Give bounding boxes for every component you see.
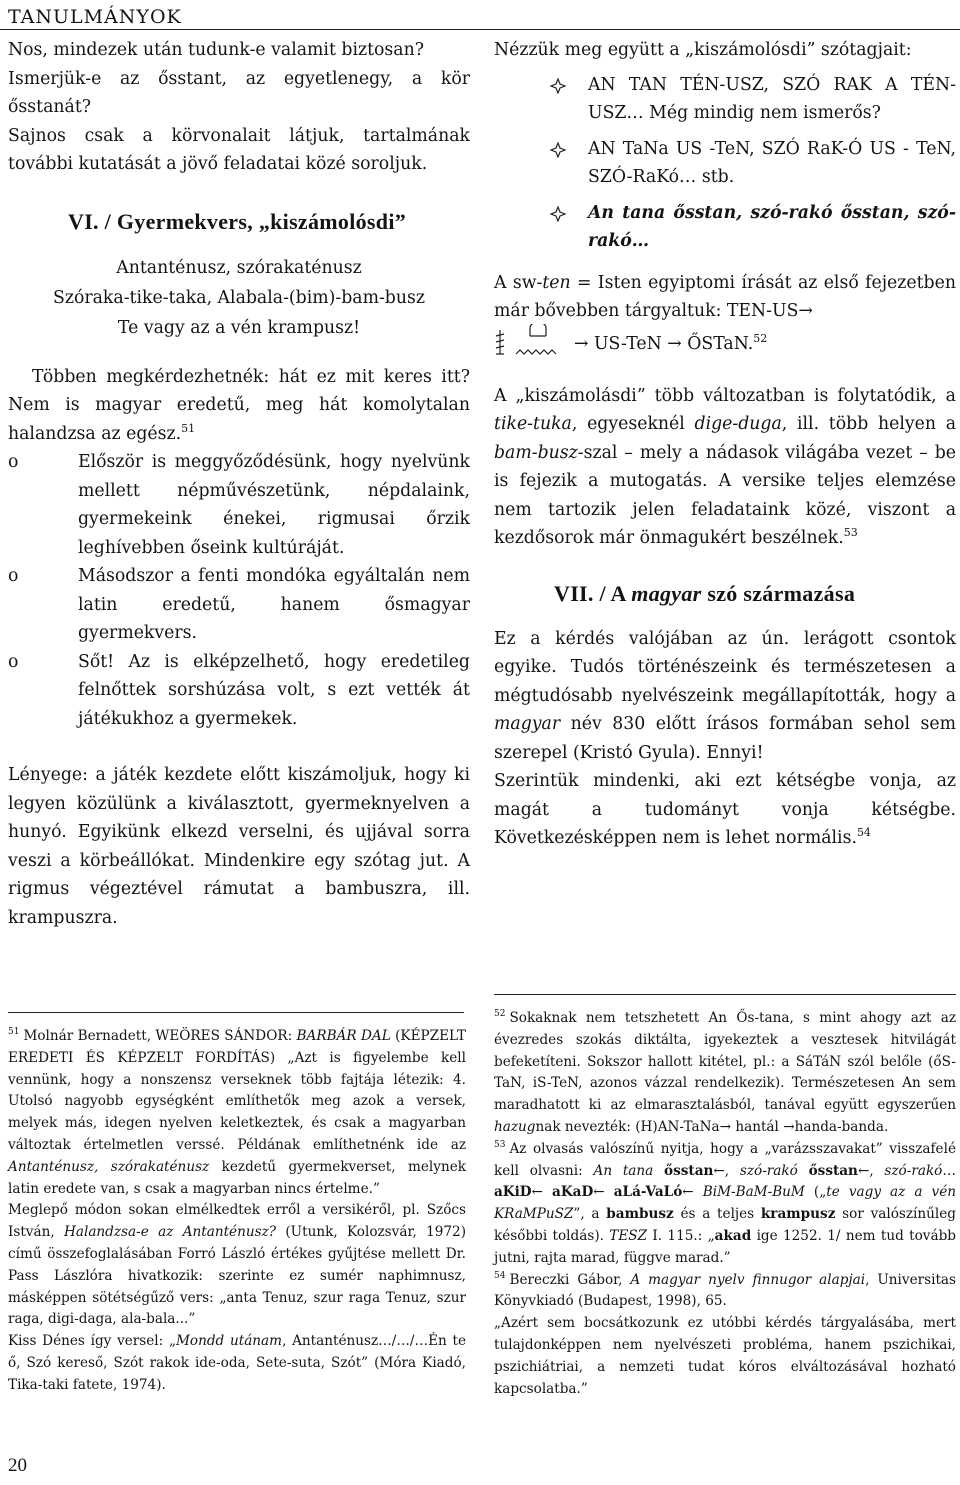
list-item [494, 199, 956, 255]
text-run: kezdetű gyermekverset, melynek latin eredete van, s csak a magyarban nincs értelme.” [8, 1158, 466, 1197]
text-run-italic: te vagy az a vén KRaMPuSZ [494, 1184, 957, 1223]
text-run: ← [682, 1184, 703, 1201]
text-run: (Utunk, Kolozsvár, 1972) című összefoglalásában Forró László értékes gyűjtése mellett Dr. Pass Lászlóra hivatkozik: szerinte ez sumér naphimnusz, másképpen sötétségűző vers: „anta Tenuz, szur raga Tenuz, szur raga, digi-daga, ala-bala...” [8, 1224, 466, 1328]
text-run: Molnár Bernadett, WEÖRES SÁNDOR: [23, 1028, 297, 1044]
text-run-italic: A magyar nyelv finnugor alapjai [630, 1271, 866, 1288]
footnote-rule-left [8, 1012, 464, 1013]
bullet-marker: o [8, 452, 19, 472]
poem-line: Szóraka-tike-taka, Alabala-(bim)-bam-busz [53, 287, 425, 308]
text-run: ige 1252. 1/ nem tud tovább jutni, rajta marad, függve marad.” [494, 1227, 956, 1266]
text-run: Meglepő módon sokan elmélkedtek erről a versikéről, pl. Szőcs István, [8, 1202, 466, 1241]
text-run: Szerintük mindenki, aki ezt kétségbe vonja, az magát a tudományt vonja kétségbe. Következésképpen nem is lehet normális. [494, 771, 956, 848]
hieroglyph-icon [494, 324, 570, 362]
text-run: → US-TeN → ŐSTaN. [574, 333, 754, 354]
text-run-italic: magyar [494, 714, 561, 734]
footnotes-left [8, 1026, 466, 1397]
syllable-text: An tana ősstan, szó-rakó ősstan, szó-rakó… [588, 202, 956, 251]
text-run: ←, [857, 1162, 885, 1179]
text-run: („ [804, 1184, 827, 1201]
text-run-bold: aKaD [552, 1184, 594, 1201]
intro-line-2: Ismerjük-e az ősstant, az egyetlenegy, a kör ősstanát? [8, 68, 470, 117]
text-run: , Universitas Könyvkiadó (Budapest, 1998), 65. [494, 1271, 956, 1310]
footnote-51-para-3 [8, 1331, 466, 1396]
text-run-italic: ten [542, 272, 571, 293]
text-run-bold: aKiD [494, 1184, 532, 1201]
text-run: VII. / A [554, 580, 632, 606]
list-item [8, 648, 470, 734]
footnote-53 [494, 1139, 956, 1270]
running-head: TANULMÁNYOK [8, 6, 182, 28]
text-run: A sw- [494, 272, 543, 293]
origin-paragraph [494, 625, 956, 768]
text-run: , egyeseknél [571, 414, 695, 434]
text-run: Sokaknak nem tetszhetett An Ős-tana, s mint ahogy azt az évezredes szokás diktálta, igyekeztek a vesztesek hitvilágát befeketíteni. Sokszor hallott kitétel, pl.: a SáTáN szól belőle (őS-TaN, iS-TeN, azonos vázzal rendelkezik). Természetesen An sem maradhatott ki az elmarasztalásból, tanával együtt egyszerűen [494, 1010, 956, 1114]
intro-line-1: Nos, mindezek után tudunk-e valamit biztosan? [8, 40, 424, 60]
footnote-ref-54: 54 [856, 826, 871, 840]
text-run-bold: bambusz [606, 1206, 674, 1223]
header-rule [0, 29, 960, 30]
text-run: ← [531, 1184, 553, 1201]
text-run: Kiss Dénes így versel: „ [8, 1333, 176, 1350]
text-run: = Isten egyiptomi írását az első fejezetben már bővebben tárgyaltuk: TEN-US→ [494, 272, 956, 321]
text-run: nak nevezték: (H)AN-TaNa→ hantál →handa-banda. [535, 1118, 889, 1135]
text-run-italic: dige-duga [694, 414, 782, 434]
text-run-italic: szó-rakó [884, 1162, 943, 1179]
bullet-marker: o [8, 566, 19, 586]
footnotes-right [494, 1008, 956, 1400]
text-run-italic: An tana [593, 1162, 665, 1179]
text-run: ”, a [573, 1206, 607, 1223]
text-run-italic: bam-busz [494, 442, 578, 463]
footnote-rule-right [494, 994, 956, 995]
text-run-italic: hazug [494, 1118, 536, 1135]
section-vi-title: VI. / Gyermekvers, „kiszámolósdi” [68, 208, 407, 234]
text-run-italic: TESZ [609, 1227, 648, 1244]
essence-paragraph: Lényege: a játék kezdete előtt kiszámoljuk, hogy ki legyen közülünk a kiválasztott, gyermeknyelven a hunyó. Egyikünk elkezd verselni, és ujjával sorra veszi a körbeállókat. Mindenkire egy szótag jut. A rigmus végeztével rámutat a bambuszra, ill. krampuszra. [8, 765, 470, 928]
footnote-ref-51: 51 [181, 421, 196, 435]
variants-paragraph [494, 382, 956, 553]
syllable-list [494, 71, 956, 255]
text-run: -szal – mely a nádasok világába vezet – be is fejezik a mutogatás. A versike teljes elemzése nem tartozik jelen feladataink közé, viszont a kezdősorok már önmagukért beszélnek. [494, 442, 956, 548]
footnote-number: 53 [494, 1140, 506, 1151]
text-run-italic: szó-rakó [739, 1162, 809, 1179]
text-run: ←, [713, 1162, 740, 1179]
footnote-51 [8, 1026, 466, 1200]
text-run: (KÉPZELT EREDETI ÉS KÉPZELT FORDÍTÁS) „Azt is figyelembe kell vennünk, hogy a nonszensz verseknek több fajtája létezik: 4. Utolsó nagyobb egységként említhetők meg azok a versek, melyek más, idegen nyelven keletkeztek, és csak a magyarban változtak értelmetlen verssé. Példának említhetnénk ide az [8, 1028, 466, 1153]
diamond-bullet-icon [550, 206, 566, 222]
sw-ten-paragraph [494, 269, 956, 326]
text-run: A „kiszámolásdi” több változatban is folytatódik, a [494, 385, 956, 406]
list-item [8, 448, 470, 562]
hieroglyph-row [494, 330, 956, 360]
syllable-text: AN TaNa US -TeN, SZÓ RaK-Ó US - TeN, SZÓ-RaKó… stb. [588, 138, 956, 187]
reason-list [8, 448, 470, 733]
text-run: és a teljes [673, 1206, 761, 1223]
list-item [494, 135, 956, 191]
text-run: név 830 előtt írásos formában sehol sem szerepel (Kristó Gyula). Ennyi! [494, 714, 956, 763]
page-number: 20 [8, 1455, 27, 1476]
poem [8, 253, 470, 343]
text-run-italic: BARBÁR DAL [296, 1028, 391, 1044]
poem-line: Te vagy az a vén krampusz! [117, 317, 361, 338]
diamond-bullet-icon [550, 142, 566, 158]
list-item [494, 71, 956, 127]
footnote-number: 54 [494, 1271, 506, 1282]
text-run-italic: BiM-BaM-BuM [702, 1184, 805, 1201]
text-run: sor valószínűleg későbbi toldás). [494, 1206, 956, 1244]
footnote-52 [494, 1008, 956, 1139]
footnote-ref-52: 52 [753, 331, 768, 345]
text-run: Az olvasás valószínű nyitja, hogy a „varázsszavakat” visszafelé kell olvasni: [494, 1140, 956, 1179]
doubt-paragraph [494, 767, 956, 853]
text-run-italic: magyar [631, 580, 702, 606]
list-item [8, 562, 470, 648]
diamond-bullet-icon [550, 78, 566, 94]
text-run: szó származása [701, 580, 856, 606]
bullet-marker: o [8, 651, 19, 672]
text-run-italic: Halandzsa-e az Antanténusz? [64, 1224, 277, 1241]
right-column [494, 36, 956, 853]
bullet-text: Először is meggyőződésünk, hogy nyelvünk mellett népművészetünk, népdalaink, gyermekeink énekei, rigmusai őrzik leghívebben őseink kultúráját. [78, 452, 470, 558]
hieroglyph-line [574, 330, 767, 358]
intro-line-3: Sajnos csak a körvonalait látjuk, tartalmának további kutatását a jövő feladatai közé soroljuk. [8, 125, 470, 174]
syllables-intro: Nézzük meg együtt a „kiszámolósdi” szótagjait: [494, 40, 912, 60]
text-run-bold: ősstan [808, 1162, 858, 1179]
footnote-51-para-2 [8, 1200, 466, 1331]
footnote-number: 52 [494, 1009, 506, 1020]
bullet-text: Sőt! Az is elképzelhető, hogy eredetileg felnőttek sorshúzása volt, s ezt vették át játékukhoz a gyermekek. [78, 651, 470, 729]
question-text: Többen megkérdezhetnék: hát ez mit keres itt? Nem is magyar eredetű, meg hát komolytalan halandzsa az egész. [8, 366, 470, 444]
text-run: Ez a kérdés valójában az ún. lerágott csontok egyike. Tudós történészeink és természetesen a mégtudósabb nyelvészeink megállapították, hogy a [494, 628, 956, 706]
text-run-bold: akad [714, 1227, 752, 1244]
poem-line: Antanténusz, szórakaténusz [116, 257, 362, 278]
text-run: , ill. több helyen a [781, 414, 956, 434]
text-run: I. 115.: „ [647, 1227, 715, 1244]
text-run: , Antanténusz…/…/…Én te ő, Szó kereső, Szót rakok ide-oda, Sete-suta, Szót” (Móra Kiadó, Tika-taki fatete, 1974). [8, 1333, 467, 1393]
text-run-bold: ősstan [664, 1162, 714, 1179]
text-run-bold: krampusz [760, 1206, 836, 1223]
bullet-text: Másodszor a fenti mondóka egyáltalán nem latin eredetű, hanem ősmagyar gyermekvers. [78, 566, 470, 643]
syllable-text: AN TAN TÉN-USZ, SZÓ RAK A TÉN-USZ… Még mindig nem ismerős? [588, 74, 956, 123]
text-run-italic: Antanténusz, szórakaténusz [8, 1158, 210, 1175]
footnote-number: 51 [8, 1027, 20, 1038]
footnote-54-para-2: „Azért sem bocsátkozunk ez utóbbi kérdés tárgyalásába, mert tulajdonképpen nem nyelvészeti probléma, hanem pszichikai, pszichiátriai, a nemzeti tudat kóros elváltozásával hozható kapcsolatba.” [494, 1315, 956, 1397]
text-run-italic: tike-tuka [494, 414, 572, 434]
section-vii-title [554, 581, 956, 607]
text-run-italic: Mondd utánam [176, 1333, 283, 1350]
text-run: … [942, 1162, 956, 1179]
text-run: ← [593, 1184, 614, 1201]
footnote-ref-53: 53 [843, 526, 858, 540]
text-run-bold: aLá-VaLó [613, 1184, 683, 1201]
footnote-54 [494, 1270, 956, 1314]
question-paragraph [8, 363, 470, 449]
text-run: Bereczki Gábor, [509, 1271, 631, 1288]
left-column [8, 36, 470, 932]
